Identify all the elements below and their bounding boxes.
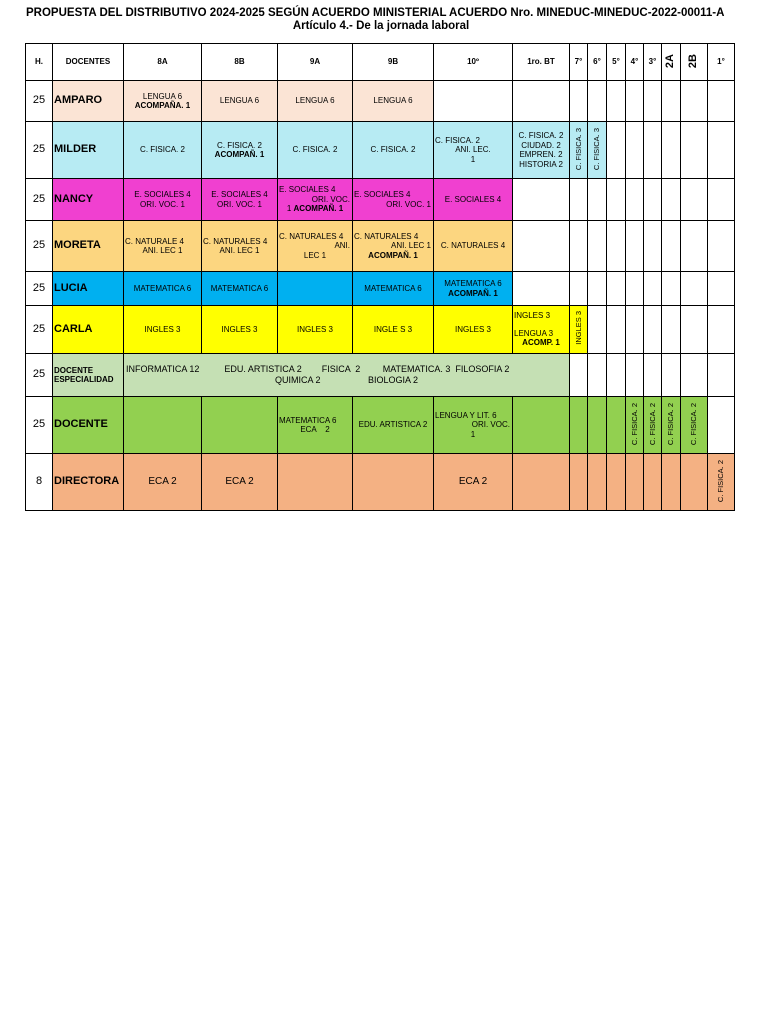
cell-4: [626, 454, 644, 511]
header-9b: 9B: [353, 44, 434, 81]
specialty-subjects: [124, 354, 570, 397]
cell-8a: ECA 2: [124, 454, 202, 511]
cell-9a: INGLES 3: [278, 306, 353, 354]
subject-vertical: C. FISICA. 2: [666, 402, 676, 445]
header-8b: 8B: [202, 44, 278, 81]
cell-2b: [681, 272, 708, 306]
subject-line: HISTORIA 2: [519, 159, 563, 169]
hours-cell: 25: [26, 122, 53, 179]
row-carla: [26, 306, 735, 354]
teacher-name: LUCIA: [53, 272, 124, 306]
subject-line: EMPREN. 2: [519, 150, 563, 159]
subject-vertical: C. FISICA. 3: [592, 127, 602, 170]
cell-10: INGLES 3: [434, 306, 513, 354]
subject-vertical: INGLES 3: [573, 311, 583, 346]
cell-3: [644, 397, 662, 454]
header-3: 3°: [644, 44, 662, 81]
cell-7: [570, 354, 588, 397]
cell-9a: [278, 179, 353, 221]
cell-8b: [202, 221, 278, 272]
cell-4: [626, 221, 644, 272]
cell-2b: [681, 122, 708, 179]
cell-2b: [681, 306, 708, 354]
header-row: [26, 44, 735, 81]
teacher-name-line: DOCENTE: [54, 366, 94, 375]
subject-line: CIUDAD. 2: [521, 140, 561, 150]
cell-9b: LENGUA 6: [353, 81, 434, 122]
teacher-name: NANCY: [53, 179, 124, 221]
cell-2b: [681, 81, 708, 122]
cell-8b: [202, 397, 278, 454]
cell-2a: [662, 306, 681, 354]
cell-8b: LENGUA 6: [202, 81, 278, 122]
cell-8b: [202, 122, 278, 179]
hours-cell: 25: [26, 179, 53, 221]
subject-vertical: C. FISICA. 2: [647, 402, 657, 445]
cell-2a: [662, 397, 681, 454]
subject-line: MATEMATICA 6: [444, 279, 502, 288]
cell-1bt: [513, 179, 570, 221]
cell-8b: MATEMATICA 6: [202, 272, 278, 306]
header-9a: 9A: [278, 44, 353, 81]
cell-7: [570, 122, 588, 179]
cell-4: [626, 397, 644, 454]
subject-line: LEC 1: [303, 250, 327, 260]
cell-9a: LENGUA 6: [278, 81, 353, 122]
hours-cell: 25: [26, 221, 53, 272]
cell-2a: [662, 221, 681, 272]
subject-line: C. FISICA. 2: [217, 140, 262, 150]
cell-1: [708, 397, 735, 454]
cell-5: [607, 81, 626, 122]
cell-9b: EDU. ARTISTICA 2: [353, 397, 434, 454]
subject-line: 1: [470, 429, 476, 439]
cell-4: [626, 306, 644, 354]
cell-8a: [124, 179, 202, 221]
cell-5: [607, 122, 626, 179]
cell-2b: [681, 354, 708, 397]
teacher-name: DOCENTE: [53, 397, 124, 454]
specialty-line-2: QUIMICA 2 BIOLOGIA 2: [274, 375, 419, 385]
subject-line: LENGUA 3: [514, 328, 554, 338]
specialty-line-1: INFORMATICA 12 EDU. ARTISTICA 2 FISICA 2 MATEMATICA. 3 FILOSOFIA 2: [126, 364, 510, 374]
subject-line: C. NATURALE 4: [125, 236, 184, 246]
header-2a: [662, 44, 681, 81]
row-lucia: [26, 272, 735, 306]
row-directora: [26, 454, 735, 511]
cell-5: [607, 354, 626, 397]
header-2a-label: 2A: [664, 53, 677, 68]
cell-1bt: [513, 122, 570, 179]
cell-7: [570, 221, 588, 272]
cell-10: C. NATURALES 4: [434, 221, 513, 272]
teacher-name: MORETA: [53, 221, 124, 272]
cell-9a: [278, 397, 353, 454]
cell-9a: [278, 454, 353, 511]
header-2b: [681, 44, 708, 81]
subject-line: C. NATURALES 4: [354, 231, 419, 241]
cell-5: [607, 306, 626, 354]
cell-4: [626, 179, 644, 221]
cell-10: [434, 272, 513, 306]
cell-2a: [662, 354, 681, 397]
subject-line: E. SOCIALES 4: [354, 190, 411, 199]
cell-6: [588, 272, 607, 306]
cell-9b: C. FISICA. 2: [353, 122, 434, 179]
subject-vertical: C. FISICA. 3: [573, 127, 583, 170]
cell-6: [588, 306, 607, 354]
subject-line: ANI. LEC 1: [142, 246, 183, 255]
cell-2a: [662, 454, 681, 511]
subject-line: ANI. LEC 1: [219, 246, 260, 255]
cell-8a: [124, 81, 202, 122]
cell-9b: [353, 221, 434, 272]
cell-3: [644, 354, 662, 397]
cell-7: [570, 454, 588, 511]
cell-6: [588, 454, 607, 511]
subject-vertical: C. FISICA. 2: [716, 459, 726, 502]
row-nancy: [26, 179, 735, 221]
row-milder: [26, 122, 735, 179]
document-title: [26, 7, 736, 33]
teacher-name: MILDER: [53, 122, 124, 179]
cell-9b: INGLE S 3: [353, 306, 434, 354]
cell-2b: [681, 221, 708, 272]
header-5: 5°: [607, 44, 626, 81]
subject-line: ORI. VOC. 1: [217, 199, 262, 209]
subject-line: 1: [286, 204, 292, 214]
subject-line: ACOMPAÑ. 1: [293, 204, 344, 214]
cell-9b: [353, 179, 434, 221]
cell-3: [644, 221, 662, 272]
cell-9a: [278, 272, 353, 306]
cell-3: [644, 179, 662, 221]
header-2b-label: 2B: [687, 53, 700, 68]
subject-line: E. SOCIALES 4: [211, 190, 268, 199]
subject-vertical: C. FISICA. 2: [689, 402, 699, 445]
subject-line: ACOMPAÑ. 1: [448, 288, 498, 298]
cell-6: [588, 122, 607, 179]
hours-cell: 25: [26, 397, 53, 454]
subject-line: ECA 2: [300, 425, 330, 434]
subject-line: C. FISICA. 2: [435, 135, 480, 145]
cell-6: [588, 221, 607, 272]
cell-2b: [681, 179, 708, 221]
row-amparo: [26, 81, 735, 122]
cell-6: [588, 354, 607, 397]
cell-2a: [662, 272, 681, 306]
header-1: 1°: [708, 44, 735, 81]
hours-cell: 8: [26, 454, 53, 511]
cell-10: [434, 397, 513, 454]
cell-9b: MATEMATICA 6: [353, 272, 434, 306]
row-especialidad: [26, 354, 735, 397]
subject-line: ORI. VOC. 1: [386, 199, 431, 209]
subject-line: ORI. VOC.: [311, 194, 350, 204]
subject-line: MATEMATICA 6: [279, 415, 337, 425]
subject-line: E. SOCIALES 4: [134, 190, 191, 199]
cell-10: [434, 81, 513, 122]
cell-8a: [124, 221, 202, 272]
cell-1bt: [513, 397, 570, 454]
cell-6: [588, 179, 607, 221]
header-hours: H.: [26, 44, 53, 81]
subject-line: ACOMPAÑ. 1: [368, 250, 418, 260]
header-teachers: DOCENTES: [53, 44, 124, 81]
subject-line: ANI. LEC.: [455, 145, 491, 155]
cell-1bt: [513, 306, 570, 354]
cell-10: ECA 2: [434, 454, 513, 511]
cell-1: [708, 179, 735, 221]
cell-1bt: [513, 454, 570, 511]
subject-vertical: C. FISICA. 2: [629, 402, 639, 445]
header-4: 4°: [626, 44, 644, 81]
cell-8a: C. FISICA. 2: [124, 122, 202, 179]
subject-line: C. NATURALES 4: [203, 236, 268, 246]
header-7: 7°: [570, 44, 588, 81]
cell-4: [626, 272, 644, 306]
subject-line: INGLES 3: [514, 311, 551, 321]
cell-2b: [681, 397, 708, 454]
cell-1bt: [513, 272, 570, 306]
row-moreta: [26, 221, 735, 272]
subject-line: LENGUA Y LIT. 6: [435, 410, 497, 420]
cell-3: [644, 306, 662, 354]
subject-line: C. NATURALES 4: [279, 231, 344, 241]
cell-8a: [124, 397, 202, 454]
subject-line: ORI. VOC.: [471, 420, 510, 430]
cell-1: [708, 454, 735, 511]
cell-8a: INGLES 3: [124, 306, 202, 354]
cell-7: [570, 179, 588, 221]
cell-1: [708, 354, 735, 397]
header-8a: 8A: [124, 44, 202, 81]
cell-3: [644, 81, 662, 122]
header-1bt: 1ro. BT: [513, 44, 570, 81]
cell-4: [626, 354, 644, 397]
teacher-name: DIRECTORA: [53, 454, 124, 511]
cell-8a: MATEMATICA 6: [124, 272, 202, 306]
cell-2a: [662, 122, 681, 179]
cell-1: [708, 81, 735, 122]
title-line-1: PROPUESTA DEL DISTRIBUTIVO 2024-2025 SEGÚN ACUERDO MINISTERIAL ACUERDO Nro. MINEDUC-MINEDUC-2022-00011-A: [26, 7, 725, 19]
cell-8b: INGLES 3: [202, 306, 278, 354]
cell-7: [570, 272, 588, 306]
cell-3: [644, 272, 662, 306]
cell-3: [644, 454, 662, 511]
subject-line: ANI.: [334, 241, 350, 251]
cell-1bt: [513, 81, 570, 122]
cell-5: [607, 454, 626, 511]
cell-5: [607, 272, 626, 306]
cell-1: [708, 221, 735, 272]
header-10: 10º: [434, 44, 513, 81]
cell-8b: [202, 179, 278, 221]
hours-cell: 25: [26, 272, 53, 306]
cell-3: [644, 122, 662, 179]
subject-line: ACOMP. 1: [522, 338, 560, 348]
title-line-2: Artículo 4.- De la jornada laboral: [292, 20, 470, 32]
cell-2a: [662, 81, 681, 122]
cell-9b: [353, 454, 434, 511]
cell-1: [708, 272, 735, 306]
cell-5: [607, 397, 626, 454]
cell-6: [588, 81, 607, 122]
cell-4: [626, 122, 644, 179]
subject-line: ACOMPAÑ. 1: [214, 150, 265, 159]
hours-cell: 25: [26, 306, 53, 354]
distribution-table: [25, 43, 735, 511]
teacher-name: CARLA: [53, 306, 124, 354]
cell-7: [570, 81, 588, 122]
cell-4: [626, 81, 644, 122]
subject-line: ANI. LEC 1: [390, 241, 431, 251]
subject-line: C. FISICA. 2: [518, 131, 564, 140]
cell-10: [434, 122, 513, 179]
cell-1: [708, 306, 735, 354]
subject-line: 1: [470, 154, 476, 164]
header-6: 6°: [588, 44, 607, 81]
cell-5: [607, 179, 626, 221]
hours-cell: 25: [26, 81, 53, 122]
cell-8b: ECA 2: [202, 454, 278, 511]
cell-9a: C. FISICA. 2: [278, 122, 353, 179]
cell-10: E. SOCIALES 4: [434, 179, 513, 221]
teacher-name: AMPARO: [53, 81, 124, 122]
cell-2b: [681, 454, 708, 511]
subject-line: LENGUA 6: [142, 91, 183, 101]
subject-line: ORI. VOC. 1: [140, 199, 185, 209]
cell-1: [708, 122, 735, 179]
hours-cell: 25: [26, 354, 53, 397]
row-docente: [26, 397, 735, 454]
cell-6: [588, 397, 607, 454]
cell-2a: [662, 179, 681, 221]
subject-line: ACOMPAÑA. 1: [134, 101, 191, 110]
cell-5: [607, 221, 626, 272]
teacher-name-line: ESPECIALIDAD: [54, 375, 114, 384]
teacher-name: [53, 354, 124, 397]
cell-9a: [278, 221, 353, 272]
cell-1bt: [513, 221, 570, 272]
cell-7: [570, 397, 588, 454]
subject-line: E. SOCIALES 4: [279, 185, 336, 195]
cell-7: [570, 306, 588, 354]
